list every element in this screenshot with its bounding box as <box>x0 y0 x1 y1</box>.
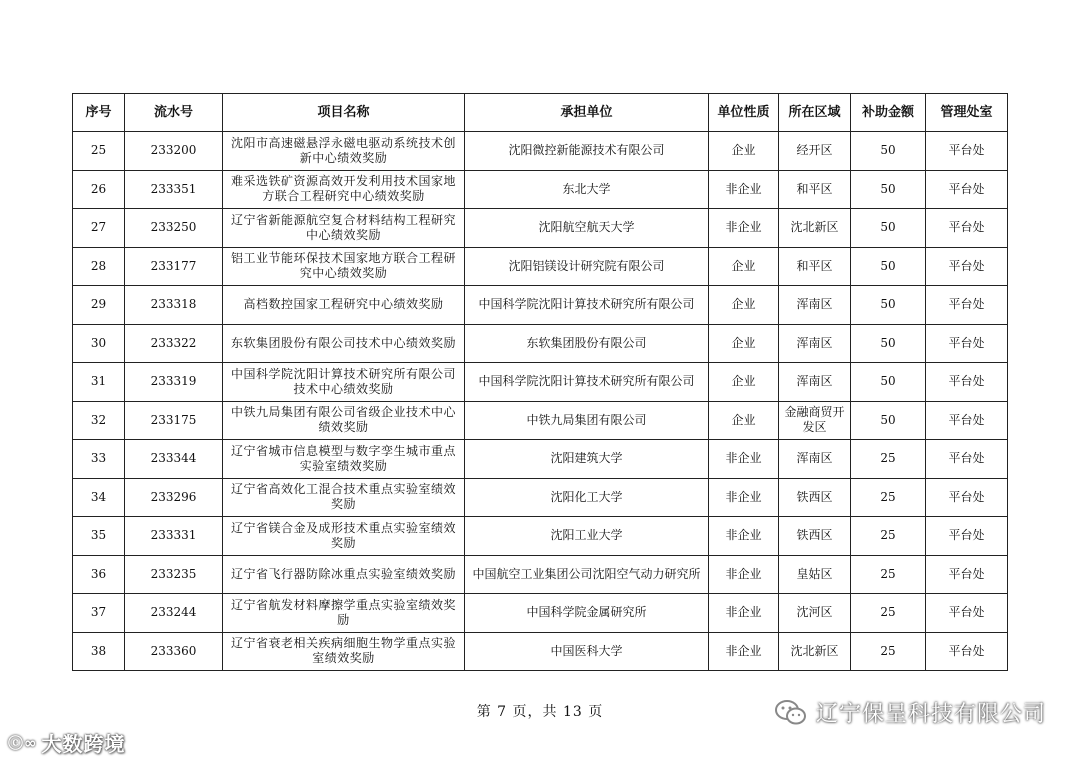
table-row <box>73 324 1008 363</box>
cell-serial: 233296 <box>125 478 223 517</box>
cell-org-type: 非企业 <box>709 209 779 248</box>
table-row <box>73 209 1008 248</box>
table-row <box>73 132 1008 171</box>
cell-index: 36 <box>73 555 125 594</box>
watermark-logo-icon: ⓒ∞ <box>8 734 38 752</box>
cell-serial: 233177 <box>125 247 223 286</box>
cell-serial: 233318 <box>125 286 223 325</box>
cell-project-name: 辽宁省高效化工混合技术重点实验室绩效奖励 <box>223 478 465 517</box>
header-subsidy: 补助金额 <box>851 94 926 132</box>
cell-index: 38 <box>73 632 125 671</box>
cell-index: 33 <box>73 440 125 479</box>
header-district: 所在区域 <box>779 94 851 132</box>
table-row <box>73 555 1008 594</box>
cell-subsidy: 25 <box>851 478 926 517</box>
cell-index: 25 <box>73 132 125 171</box>
cell-office: 平台处 <box>926 170 1008 209</box>
cell-district: 铁西区 <box>779 478 851 517</box>
cell-project-name: 辽宁省航发材料摩擦学重点实验室绩效奖励 <box>223 594 465 633</box>
cell-organization: 东北大学 <box>465 170 709 209</box>
header-index: 序号 <box>73 94 125 132</box>
watermark-right-text: 辽宁保呈科技有限公司 <box>815 702 1046 727</box>
cell-index: 30 <box>73 324 125 363</box>
cell-subsidy: 50 <box>851 286 926 325</box>
table-row <box>73 594 1008 633</box>
cell-office: 平台处 <box>926 517 1008 556</box>
cell-district: 沈北新区 <box>779 209 851 248</box>
cell-org-type: 非企业 <box>709 440 779 479</box>
cell-office: 平台处 <box>926 363 1008 402</box>
cell-org-type: 企业 <box>709 363 779 402</box>
cell-organization: 东软集团股份有限公司 <box>465 324 709 363</box>
cell-org-type: 企业 <box>709 286 779 325</box>
cell-project-name: 中铁九局集团有限公司省级企业技术中心绩效奖励 <box>223 401 465 440</box>
cell-district: 浑南区 <box>779 440 851 479</box>
watermark-left-text: 大数跨境 <box>41 732 126 756</box>
cell-subsidy: 50 <box>851 170 926 209</box>
cell-project-name: 辽宁省衰老相关疾病细胞生物学重点实验室绩效奖励 <box>223 632 465 671</box>
cell-index: 27 <box>73 209 125 248</box>
cell-project-name: 沈阳市高速磁悬浮永磁电驱动系统技术创新中心绩效奖励 <box>223 132 465 171</box>
watermark-right <box>774 697 1046 728</box>
cell-office: 平台处 <box>926 594 1008 633</box>
cell-organization: 沈阳铝镁设计研究院有限公司 <box>465 247 709 286</box>
cell-org-type: 企业 <box>709 401 779 440</box>
cell-office: 平台处 <box>926 209 1008 248</box>
cell-subsidy: 25 <box>851 440 926 479</box>
cell-district: 金融商贸开发区 <box>779 401 851 440</box>
cell-index: 37 <box>73 594 125 633</box>
cell-project-name: 难采选铁矿资源高效开发利用技术国家地方联合工程研究中心绩效奖励 <box>223 170 465 209</box>
cell-index: 32 <box>73 401 125 440</box>
cell-index: 31 <box>73 363 125 402</box>
table-row <box>73 363 1008 402</box>
header-project-name: 项目名称 <box>223 94 465 132</box>
table-row <box>73 401 1008 440</box>
cell-office: 平台处 <box>926 247 1008 286</box>
watermark-left <box>8 728 126 757</box>
cell-district: 和平区 <box>779 247 851 286</box>
cell-project-name: 辽宁省镁合金及成形技术重点实验室绩效奖励 <box>223 517 465 556</box>
cell-office: 平台处 <box>926 440 1008 479</box>
cell-serial: 233360 <box>125 632 223 671</box>
cell-organization: 中国科学院沈阳计算技术研究所有限公司 <box>465 363 709 402</box>
cell-serial: 233351 <box>125 170 223 209</box>
cell-organization: 中铁九局集团有限公司 <box>465 401 709 440</box>
cell-district: 铁西区 <box>779 517 851 556</box>
cell-subsidy: 25 <box>851 555 926 594</box>
cell-subsidy: 50 <box>851 247 926 286</box>
header-office: 管理处室 <box>926 94 1008 132</box>
cell-serial: 233175 <box>125 401 223 440</box>
cell-index: 35 <box>73 517 125 556</box>
cell-serial: 233344 <box>125 440 223 479</box>
cell-district: 沈北新区 <box>779 632 851 671</box>
cell-organization: 沈阳工业大学 <box>465 517 709 556</box>
cell-district: 浑南区 <box>779 286 851 325</box>
cell-org-type: 企业 <box>709 324 779 363</box>
cell-project-name: 辽宁省城市信息模型与数字孪生城市重点实验室绩效奖励 <box>223 440 465 479</box>
cell-serial: 233319 <box>125 363 223 402</box>
table-row <box>73 170 1008 209</box>
cell-subsidy: 50 <box>851 132 926 171</box>
project-table <box>72 93 1008 671</box>
table-header-row <box>73 94 1008 132</box>
header-org-type: 单位性质 <box>709 94 779 132</box>
cell-org-type: 非企业 <box>709 170 779 209</box>
cell-index: 28 <box>73 247 125 286</box>
cell-office: 平台处 <box>926 132 1008 171</box>
cell-index: 26 <box>73 170 125 209</box>
cell-serial: 233322 <box>125 324 223 363</box>
table-row <box>73 517 1008 556</box>
cell-organization: 沈阳化工大学 <box>465 478 709 517</box>
cell-organization: 沈阳建筑大学 <box>465 440 709 479</box>
cell-project-name: 辽宁省新能源航空复合材料结构工程研究中心绩效奖励 <box>223 209 465 248</box>
cell-subsidy: 25 <box>851 594 926 633</box>
cell-district: 沈河区 <box>779 594 851 633</box>
header-organization: 承担单位 <box>465 94 709 132</box>
cell-office: 平台处 <box>926 632 1008 671</box>
cell-subsidy: 50 <box>851 209 926 248</box>
cell-project-name: 东软集团股份有限公司技术中心绩效奖励 <box>223 324 465 363</box>
cell-subsidy: 50 <box>851 363 926 402</box>
cell-serial: 233235 <box>125 555 223 594</box>
cell-org-type: 非企业 <box>709 478 779 517</box>
cell-serial: 233244 <box>125 594 223 633</box>
wechat-icon <box>774 699 808 727</box>
cell-organization: 沈阳航空航天大学 <box>465 209 709 248</box>
page-number: 第 7 页，共 13 页 <box>476 704 604 720</box>
cell-org-type: 企业 <box>709 132 779 171</box>
cell-organization: 中国航空工业集团公司沈阳空气动力研究所 <box>465 555 709 594</box>
cell-subsidy: 50 <box>851 401 926 440</box>
table-row <box>73 632 1008 671</box>
cell-project-name: 辽宁省飞行器防除冰重点实验室绩效奖励 <box>223 555 465 594</box>
table-row <box>73 440 1008 479</box>
cell-serial: 233250 <box>125 209 223 248</box>
cell-org-type: 非企业 <box>709 632 779 671</box>
cell-serial: 233331 <box>125 517 223 556</box>
cell-district: 经开区 <box>779 132 851 171</box>
data-table-container <box>72 93 1007 671</box>
cell-office: 平台处 <box>926 324 1008 363</box>
cell-index: 29 <box>73 286 125 325</box>
cell-district: 浑南区 <box>779 324 851 363</box>
cell-organization: 中国科学院沈阳计算技术研究所有限公司 <box>465 286 709 325</box>
cell-org-type: 非企业 <box>709 555 779 594</box>
header-serial: 流水号 <box>125 94 223 132</box>
cell-project-name: 高档数控国家工程研究中心绩效奖励 <box>223 286 465 325</box>
cell-district: 皇姑区 <box>779 555 851 594</box>
cell-organization: 沈阳微控新能源技术有限公司 <box>465 132 709 171</box>
table-body <box>73 132 1008 671</box>
table-row <box>73 286 1008 325</box>
cell-project-name: 中国科学院沈阳计算技术研究所有限公司技术中心绩效奖励 <box>223 363 465 402</box>
cell-district: 浑南区 <box>779 363 851 402</box>
cell-office: 平台处 <box>926 478 1008 517</box>
cell-office: 平台处 <box>926 555 1008 594</box>
cell-subsidy: 25 <box>851 632 926 671</box>
cell-office: 平台处 <box>926 286 1008 325</box>
cell-subsidy: 50 <box>851 324 926 363</box>
cell-office: 平台处 <box>926 401 1008 440</box>
cell-subsidy: 25 <box>851 517 926 556</box>
cell-org-type: 企业 <box>709 247 779 286</box>
cell-organization: 中国科学院金属研究所 <box>465 594 709 633</box>
table-row <box>73 247 1008 286</box>
cell-org-type: 非企业 <box>709 594 779 633</box>
cell-serial: 233200 <box>125 132 223 171</box>
cell-district: 和平区 <box>779 170 851 209</box>
cell-org-type: 非企业 <box>709 517 779 556</box>
cell-organization: 中国医科大学 <box>465 632 709 671</box>
table-row <box>73 478 1008 517</box>
cell-index: 34 <box>73 478 125 517</box>
cell-project-name: 铝工业节能环保技术国家地方联合工程研究中心绩效奖励 <box>223 247 465 286</box>
